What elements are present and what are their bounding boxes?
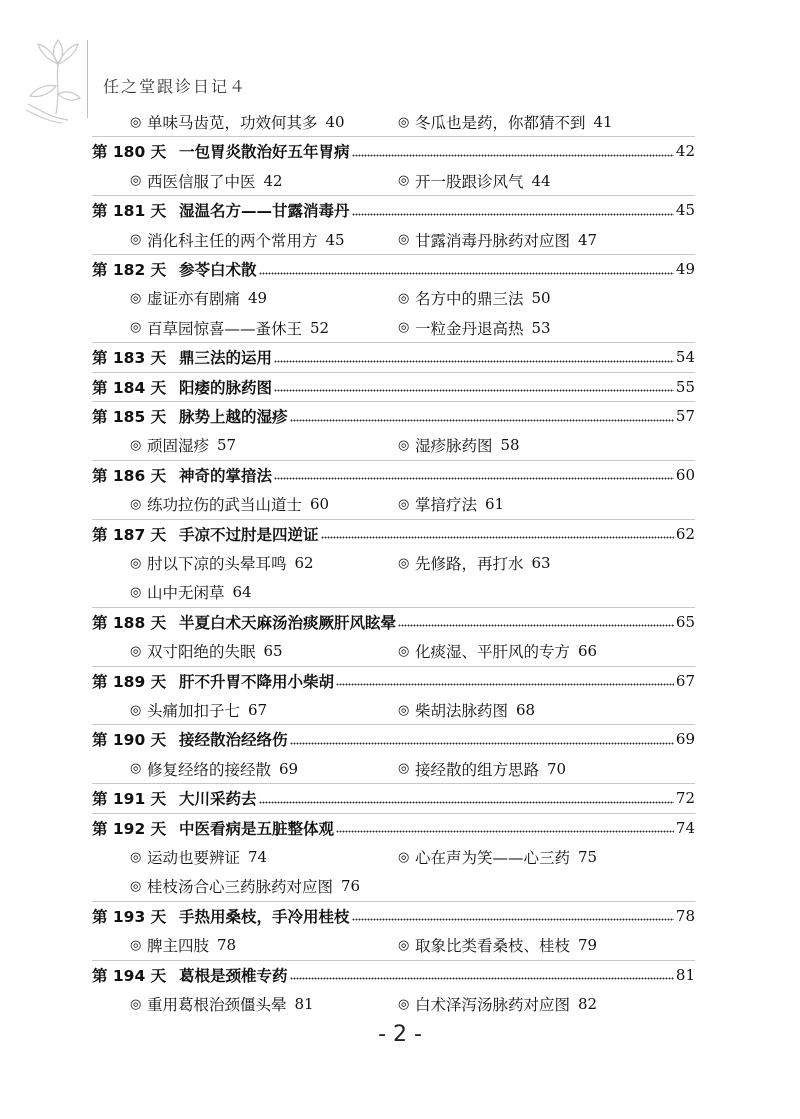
dot-leader — [274, 476, 674, 482]
section-page-number: 78 — [217, 936, 237, 955]
chapter-divider — [92, 960, 695, 961]
lotus-logo — [22, 34, 94, 124]
toc-section-item[interactable] — [130, 933, 236, 957]
chapter-divider — [92, 401, 695, 402]
toc-section-item[interactable] — [398, 110, 613, 134]
double-circle-icon: ◎ — [130, 996, 142, 1012]
chapter-title: 接经散治经络伤 — [179, 731, 288, 750]
section-title: 虚证亦有剧痛 — [147, 290, 241, 309]
chapter-number: 第 188 天 — [92, 613, 167, 632]
chapter-number: 第 185 天 — [92, 408, 167, 426]
dot-leader — [336, 682, 674, 688]
toc-chapter-row[interactable] — [92, 904, 695, 928]
toc-chapter-row[interactable] — [92, 610, 695, 634]
page-number: - 2 - — [378, 1022, 422, 1047]
toc-section-item[interactable] — [398, 316, 551, 340]
section-title: 山中无闲草 — [147, 584, 225, 603]
chapter-title: 一包胃炎散治好五年胃病 — [179, 143, 350, 162]
chapter-title: 神奇的掌揞法 — [179, 466, 273, 485]
section-title: 运动也要辨证 — [147, 849, 241, 867]
section-title: 重用葛根治颈僵头晕 — [147, 996, 287, 1014]
chapter-number: 第 192 天 — [92, 819, 167, 838]
double-circle-icon: ◎ — [130, 761, 142, 777]
chapter-title: 葛根是颈椎专药 — [179, 966, 288, 985]
double-circle-icon: ◎ — [130, 878, 142, 894]
section-title: 接经散的组方思路 — [415, 760, 540, 779]
chapter-page-number: 57 — [675, 407, 695, 425]
chapter-page-number: 42 — [675, 142, 695, 161]
toc-section-item[interactable] — [398, 492, 504, 516]
section-title: 桂枝汤合心三药脉药对应图 — [147, 878, 334, 897]
toc-section-item[interactable] — [130, 110, 345, 134]
header-divider — [87, 40, 88, 118]
toc-chapter-row[interactable] — [92, 375, 695, 399]
dot-leader — [352, 211, 674, 217]
double-circle-icon: ◎ — [130, 232, 142, 248]
chapter-number: 第 194 天 — [92, 966, 167, 985]
toc-section-item[interactable] — [398, 228, 597, 252]
section-page-number: 40 — [325, 113, 345, 131]
toc-chapter-row[interactable] — [92, 522, 695, 546]
section-page-number: 82 — [578, 995, 598, 1013]
toc-section-item[interactable] — [130, 698, 267, 722]
toc-chapter-row[interactable] — [92, 786, 695, 810]
chapter-number: 第 183 天 — [92, 349, 167, 368]
toc-chapter-row[interactable] — [92, 816, 695, 840]
section-title: 取象比类看桑枝、桂枝 — [415, 937, 571, 956]
toc-chapter-row[interactable] — [92, 727, 695, 751]
dot-leader — [336, 829, 674, 835]
section-page-number: 75 — [578, 848, 598, 866]
section-page-number: 45 — [325, 230, 345, 249]
toc-section-item[interactable] — [130, 757, 298, 781]
chapter-page-number: 65 — [675, 612, 695, 631]
section-title: 名方中的鼎三法 — [415, 290, 524, 309]
section-page-number: 69 — [279, 759, 299, 778]
toc-chapter-row[interactable] — [92, 669, 695, 693]
chapter-divider — [92, 254, 695, 255]
section-title: 开一股跟诊风气 — [415, 172, 524, 191]
double-circle-icon: ◎ — [398, 643, 410, 659]
section-page-number: 42 — [263, 171, 283, 190]
toc-section-item[interactable] — [130, 874, 360, 898]
section-page-number: 79 — [578, 936, 598, 955]
double-circle-icon: ◎ — [398, 761, 410, 777]
section-title: 单味马齿苋，功效何其多 — [147, 114, 318, 132]
toc-chapter-row[interactable] — [92, 139, 695, 163]
toc-chapter-row[interactable] — [92, 404, 695, 428]
toc-section-item[interactable] — [130, 551, 314, 575]
chapter-title: 阳痿的脉药图 — [179, 378, 273, 397]
section-page-number: 52 — [310, 318, 330, 337]
toc-section-item[interactable] — [398, 757, 566, 781]
double-circle-icon: ◎ — [398, 496, 410, 512]
toc-chapter-row[interactable] — [92, 463, 695, 487]
double-circle-icon: ◎ — [398, 555, 410, 571]
section-page-number: 67 — [248, 701, 268, 719]
toc-chapter-row[interactable] — [92, 345, 695, 369]
double-circle-icon: ◎ — [130, 849, 142, 865]
chapter-number: 第 191 天 — [92, 790, 167, 809]
double-circle-icon: ◎ — [398, 114, 410, 130]
section-page-number: 60 — [310, 495, 330, 514]
section-title: 化痰湿、平肝风的专方 — [415, 643, 571, 662]
dot-leader — [352, 917, 674, 923]
chapter-page-number: 81 — [675, 965, 695, 984]
dot-leader — [290, 976, 674, 982]
double-circle-icon: ◎ — [130, 114, 142, 130]
chapter-number: 第 193 天 — [92, 907, 167, 926]
toc-chapter-row[interactable] — [92, 257, 695, 281]
toc-section-item[interactable] — [398, 933, 597, 957]
chapter-title: 肝不升胃不降用小柴胡 — [179, 672, 335, 691]
section-title: 百草园惊喜——蚤休王 — [147, 319, 303, 338]
section-page-number: 66 — [578, 642, 598, 661]
dot-leader — [290, 417, 674, 423]
toc-chapter-row[interactable] — [92, 198, 695, 222]
dot-leader — [259, 799, 674, 805]
section-title: 柴胡法脉药图 — [415, 702, 509, 720]
section-title: 肘以下凉的头晕耳鸣 — [147, 555, 287, 573]
toc-section-item[interactable] — [130, 639, 283, 663]
toc-section-item[interactable] — [130, 169, 283, 193]
book-title: 任之堂跟诊日记４ — [103, 77, 248, 96]
section-title: 掌揞疗法 — [415, 496, 478, 515]
toc-chapter-row[interactable] — [92, 963, 695, 987]
toc-section-item[interactable] — [398, 169, 551, 193]
chapter-title: 鼎三法的运用 — [179, 349, 273, 368]
chapter-page-number: 45 — [675, 201, 695, 220]
section-page-number: 64 — [232, 583, 252, 602]
section-title: 消化科主任的两个常用方 — [147, 231, 318, 250]
double-circle-icon: ◎ — [398, 849, 410, 865]
chapter-divider — [92, 519, 695, 520]
toc-section-item[interactable] — [130, 580, 252, 604]
section-title: 西医信服了中医 — [147, 172, 256, 191]
chapter-title: 手凉不过肘是四逆证 — [179, 525, 319, 544]
chapter-page-number: 72 — [675, 789, 695, 808]
chapter-page-number: 69 — [675, 730, 695, 749]
chapter-divider — [92, 901, 695, 902]
chapter-divider — [92, 460, 695, 461]
double-circle-icon: ◎ — [398, 173, 410, 189]
double-circle-icon: ◎ — [398, 996, 410, 1012]
section-page-number: 53 — [531, 318, 551, 337]
chapter-title: 参苓白术散 — [179, 261, 257, 279]
chapter-page-number: 60 — [675, 465, 695, 484]
toc-section-item[interactable] — [398, 698, 535, 722]
chapter-title: 脉势上越的湿疹 — [179, 408, 288, 426]
section-page-number: 49 — [248, 289, 268, 308]
section-title: 脾主四肢 — [147, 937, 210, 956]
chapter-title: 中医看病是五脏整体观 — [179, 819, 335, 838]
double-circle-icon: ◎ — [130, 555, 142, 571]
section-page-number: 57 — [217, 436, 237, 455]
section-page-number: 65 — [263, 642, 283, 661]
toc-section-item[interactable] — [130, 286, 267, 310]
section-page-number: 44 — [531, 171, 551, 190]
section-page-number: 68 — [516, 701, 536, 719]
double-circle-icon: ◎ — [130, 437, 142, 453]
chapter-title: 大川采药去 — [179, 790, 257, 809]
chapter-divider — [92, 783, 695, 784]
dot-leader — [290, 740, 674, 746]
section-title: 一粒金丹退高热 — [415, 319, 524, 338]
toc-section-item[interactable] — [398, 286, 551, 310]
toc-section-item[interactable] — [398, 845, 597, 869]
toc-section-item[interactable] — [398, 992, 597, 1016]
section-page-number: 61 — [485, 495, 505, 514]
section-title: 头痛加扣子七 — [147, 702, 241, 720]
double-circle-icon: ◎ — [398, 702, 410, 718]
chapter-page-number: 49 — [675, 260, 695, 278]
toc-section-item[interactable] — [398, 433, 520, 457]
double-circle-icon: ◎ — [130, 173, 142, 189]
chapter-divider — [92, 136, 695, 137]
section-page-number: 63 — [531, 554, 551, 572]
section-title: 白术泽泻汤脉药对应图 — [415, 996, 571, 1014]
double-circle-icon: ◎ — [130, 320, 142, 336]
double-circle-icon: ◎ — [130, 702, 142, 718]
toc-section-item[interactable] — [130, 492, 329, 516]
chapter-title: 手热用桑枝，手冷用桂枝 — [179, 907, 350, 926]
chapter-page-number: 78 — [675, 906, 695, 925]
chapter-divider — [92, 342, 695, 343]
double-circle-icon: ◎ — [130, 643, 142, 659]
dot-leader — [398, 623, 674, 629]
chapter-divider — [92, 813, 695, 814]
chapter-page-number: 54 — [675, 348, 695, 367]
double-circle-icon: ◎ — [398, 232, 410, 248]
toc-section-item[interactable] — [398, 551, 551, 575]
double-circle-icon: ◎ — [130, 496, 142, 512]
chapter-title: 湿温名方——甘露消毒丹 — [179, 202, 350, 221]
chapter-number: 第 190 天 — [92, 731, 167, 750]
dot-leader — [274, 358, 674, 364]
section-title: 心在声为笑——心三药 — [415, 849, 571, 867]
double-circle-icon: ◎ — [130, 584, 142, 600]
dot-leader — [321, 535, 674, 541]
section-page-number: 47 — [578, 230, 598, 249]
section-title: 修复经络的接经散 — [147, 760, 272, 779]
chapter-number: 第 187 天 — [92, 525, 167, 544]
toc-section-item[interactable] — [130, 316, 329, 340]
chapter-divider — [92, 372, 695, 373]
chapter-page-number: 67 — [675, 671, 695, 690]
toc-section-item[interactable] — [130, 845, 267, 869]
section-page-number: 41 — [593, 113, 613, 131]
section-page-number: 76 — [341, 877, 361, 896]
section-title: 湿疹脉药图 — [415, 437, 493, 456]
toc-section-item[interactable] — [130, 433, 236, 457]
section-page-number: 74 — [248, 848, 268, 866]
section-title: 甘露消毒丹脉药对应图 — [415, 231, 571, 250]
section-page-number: 50 — [531, 289, 551, 308]
chapter-title: 半夏白术天麻汤治痰厥肝风眩晕 — [179, 613, 397, 632]
chapter-page-number: 62 — [675, 524, 695, 543]
section-page-number: 81 — [294, 995, 314, 1013]
chapter-number: 第 184 天 — [92, 378, 167, 397]
chapter-divider — [92, 607, 695, 608]
toc-section-item[interactable] — [398, 639, 597, 663]
dot-leader — [352, 152, 674, 158]
double-circle-icon: ◎ — [130, 290, 142, 306]
section-title: 顽固湿疹 — [147, 437, 210, 456]
chapter-number: 第 180 天 — [92, 143, 167, 162]
chapter-number: 第 186 天 — [92, 466, 167, 485]
section-title: 双寸阳绝的失眠 — [147, 643, 256, 662]
toc-section-item[interactable] — [130, 228, 345, 252]
double-circle-icon: ◎ — [398, 937, 410, 953]
section-title: 冬瓜也是药，你都猜不到 — [415, 114, 586, 132]
dot-leader — [259, 270, 674, 276]
chapter-page-number: 74 — [675, 818, 695, 837]
double-circle-icon: ◎ — [398, 290, 410, 306]
chapter-divider — [92, 195, 695, 196]
chapter-number: 第 181 天 — [92, 202, 167, 221]
chapter-number: 第 182 天 — [92, 261, 167, 279]
chapter-number: 第 189 天 — [92, 672, 167, 691]
toc-section-item[interactable] — [130, 992, 314, 1016]
double-circle-icon: ◎ — [398, 437, 410, 453]
chapter-page-number: 55 — [675, 377, 695, 396]
chapter-divider — [92, 666, 695, 667]
section-page-number: 62 — [294, 554, 314, 572]
double-circle-icon: ◎ — [130, 937, 142, 953]
section-page-number: 70 — [547, 759, 567, 778]
dot-leader — [274, 388, 674, 394]
section-title: 先修路，再打水 — [415, 555, 524, 573]
section-page-number: 58 — [500, 436, 520, 455]
section-title: 练功拉伤的武当山道士 — [147, 496, 303, 515]
double-circle-icon: ◎ — [398, 320, 410, 336]
chapter-divider — [92, 724, 695, 725]
